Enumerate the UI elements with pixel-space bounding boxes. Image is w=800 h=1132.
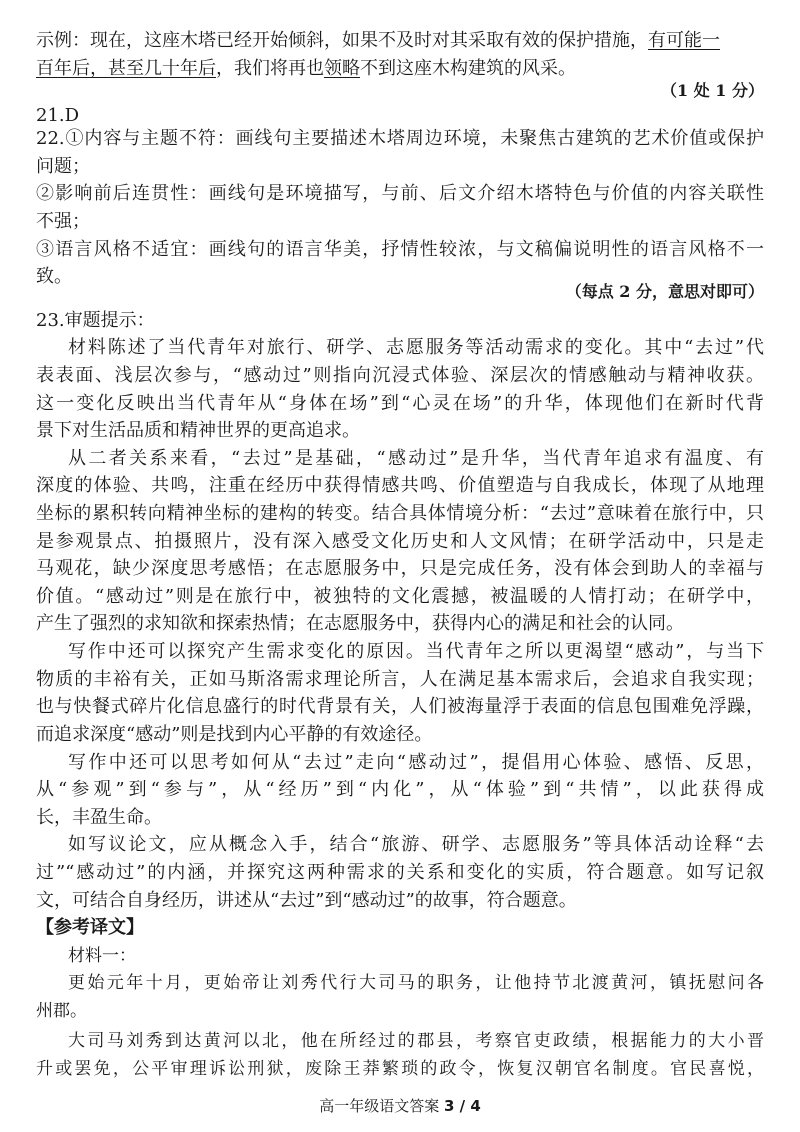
q23-p2-line: 从二者关系来看，“去过”是基础，“感动过”是升华，当代青年追求有温度、有 <box>68 448 764 469</box>
q23-p3-line: 物质的丰裕有关，正如马斯洛需求理论所言，人在满足基本需求后，会追求自我实现； <box>36 669 764 690</box>
q23-p4-line: 从“参观”到“参与”，从“经历”到“内化”，从“体验”到“共情”，以此获得成 <box>36 779 764 800</box>
q23-title: 23.审题提示： <box>36 310 155 331</box>
example-text: ，我们将再也 <box>216 58 324 79</box>
example-underlined-word: 领略 <box>324 58 360 79</box>
q22-line-6: 致。 <box>36 266 72 287</box>
q23-p2-line: 价值。“感动过”则是在旅行中，被独特的文化震撼，被温暖的人情打动；在研学中， <box>36 586 764 607</box>
page-number: 3 / 4 <box>444 1097 481 1115</box>
q22-line-1: 22.①内容与主题不符：画线句主要描述木塔周边环境，未聚焦古建筑的艺术价值或保护 <box>36 128 764 149</box>
q23-p2-line: 马观花，缺少深度思考感悟；在志愿服务中，只是完成任务，没有体会到助人的幸福与 <box>36 558 764 579</box>
q23-p3-line: 写作中还可以探究产生需求变化的原因。当代青年之所以更渴望“感动”，与当下 <box>68 641 764 662</box>
q23-p1-line: 这一变化反映出当代青年从“身体在场”到“心灵在场”的升华，体现他们在新时代背 <box>36 393 764 414</box>
translation-heading: 【参考译文】 <box>36 917 144 938</box>
example-underlined-text: 有可能一 <box>648 30 720 51</box>
q23-p4-line: 长，丰盈生命。 <box>36 807 162 828</box>
page-footer <box>0 1096 800 1116</box>
example-score: （1 处 1 分） <box>661 81 764 100</box>
q23-p3-line: 而追求深度“感动”则是找到内心平静的有效途径。 <box>36 724 433 745</box>
translation-line: 更始元年十月，更始帝让刘秀代行大司马的职务，让他持节北渡黄河，镇抚慰问各 <box>68 973 764 993</box>
q23-p2-line: 是参观景点、拍摄照片，没有深入感受文化历史和人文风情；在研学活动中，只是走 <box>36 531 764 552</box>
q21-answer: 21.D <box>36 105 80 126</box>
example-text: 不到这座木构建筑的风采。 <box>360 58 576 79</box>
example-line-1 <box>36 27 764 55</box>
q23-p3-line: 也与快餐式碎片化信息盛行的时代背景有关，人们被海量浮于表面的信息包围难免浮躁， <box>36 696 764 717</box>
q23-p5-line: 文，可结合自身经历，讲述从“去过”到“感动过”的故事，符合题意。 <box>36 890 577 911</box>
example-underlined-text: 百年后，甚至几十年后 <box>36 58 216 79</box>
q23-p1-line: 表表面、浅层次参与，“感动过”则指向沉浸式体验、深层次的情感触动与精神收获。 <box>36 365 764 386</box>
q23-p5-line: 过”“感动过”的内涵，并探究这两种需求的关系和变化的实质，符合题意。如写记叙 <box>36 862 764 883</box>
q23-p2-line: 产生了强烈的求知欲和探索热情；在志愿服务中，获得内心的满足和社会的认同。 <box>36 613 684 634</box>
translation-line: 升或罢免，公平审理诉讼刑狱，废除王莽繁琐的政令，恢复汉朝官名制度。官民喜悦， <box>36 1059 764 1079</box>
q23-p1-line: 材料陈述了当代青年对旅行、研学、志愿服务等活动需求的变化。其中“去过”代 <box>68 337 764 358</box>
q22-score: （每点 2 分，意思对即可） <box>565 282 764 301</box>
translation-line: 大司马刘秀到达黄河以北，他在所经过的郡县，考察官吏政绩，根据能力的大小晋 <box>68 1031 764 1051</box>
q23-p1-line: 景下对生活品质和精神世界的更高追求。 <box>36 420 360 441</box>
q23-p2-line: 坐标的累积转向精神坐标的建构的转变。结合具体情境分析：“去过”意味着在旅行中，只 <box>36 503 764 524</box>
translation-material-label: 材料一： <box>68 946 136 966</box>
q23-p2-line: 深度的体验、共鸣，注重在经历中获得情感共鸣、价值塑造与自我成长，体现了从地理 <box>36 475 764 496</box>
q22-line-4: 不强； <box>36 211 90 232</box>
q22-line-3: ②影响前后连贯性：画线句是环境描写，与前、后文介绍木塔特色与价值的内容关联性 <box>36 183 764 204</box>
translation-line: 州郡。 <box>36 1001 87 1021</box>
q22-line-2: 问题； <box>36 156 90 177</box>
example-text: 示例：现在，这座木塔已经开始倾斜，如果不及时对其采取有效的保护措施， <box>36 30 648 51</box>
q23-p4-line: 写作中还可以思考如何从“去过”走向“感动过”，提倡用心体验、感悟、反思， <box>68 752 764 773</box>
footer-label: 高一年级语文答案 <box>319 1097 440 1115</box>
q23-p5-line: 如写议论文，应从概念入手，结合“旅游、研学、志愿服务”等具体活动诠释“去 <box>68 834 764 855</box>
q22-line-5: ③语言风格不适宜：画线句的语言华美，抒情性较浓，与文稿偏说明性的语言风格不一 <box>36 239 764 260</box>
